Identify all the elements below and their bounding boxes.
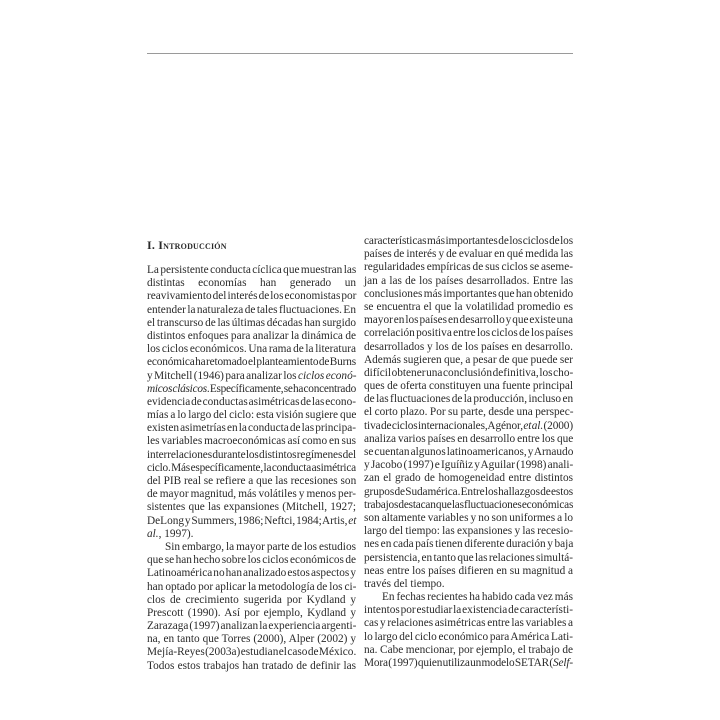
text-segment: na, en tanto que Torres (2000), Alper (2002) y (147, 633, 356, 646)
text-segment: grupos de Sudamérica. Entre los hallazgos de estos (364, 485, 574, 498)
text-segment: regularidades empíricas de sus ciclos se aseme- (364, 261, 573, 274)
text-line (364, 486, 573, 499)
text-line (364, 433, 573, 446)
text-line (147, 541, 356, 554)
text-line (364, 525, 573, 538)
text-line (147, 475, 356, 488)
text-segment: son altamente variables y no son uniformes a lo (364, 511, 573, 524)
text-segment: La persistente conducta cíclica que muestran las (147, 264, 357, 276)
text-segment: ques de oferta constituyen una fuente principal (364, 380, 574, 393)
text-segment: de mayor magnitud, más volátiles y menos per- (147, 488, 356, 501)
text-segment: interrelaciones durante los distintos regímenes del (147, 448, 357, 461)
text-line (147, 435, 356, 448)
text-line (364, 604, 573, 617)
text-segment: los ciclos económicos. Una rama de la literatura (147, 343, 356, 356)
text-line (364, 552, 573, 565)
text-line (147, 607, 356, 620)
text-line (147, 488, 356, 501)
text-line (147, 317, 356, 330)
text-line (364, 261, 573, 274)
header-rule (147, 53, 573, 54)
text-segment: países de interés y de evaluar en qué medida las (364, 248, 573, 261)
text-segment: sistentes que las expansiones (Mitchell, 1927; (147, 501, 356, 514)
text-segment: intentos por estudiar la existencia de característi- (364, 604, 573, 617)
text-segment: nes en cada país tienen diferente duración y baja (364, 538, 574, 551)
text-line (364, 248, 573, 261)
text-line (147, 356, 356, 369)
text-segment: analiza varios países en desarrollo entre los que (364, 432, 574, 445)
text-line (147, 554, 356, 567)
text-segment: que se han hecho sobre los ciclos económicos de (147, 554, 357, 567)
text-line (147, 422, 356, 435)
text-segment: na. Cabe mencionar, por ejemplo, el trabajo de (364, 643, 573, 656)
text-segment: reavivamiento del interés de los economistas por (147, 290, 357, 303)
text-line (147, 462, 356, 475)
text-segment: DeLong y Summers, 1986; Neftci, 1984; Artis, (147, 514, 349, 527)
text-segment: jan a las de los países desarrollados. Entre las (364, 274, 573, 287)
text-line (364, 631, 573, 644)
text-segment: de las fluctuaciones de la producción, incluso en (364, 393, 574, 406)
text-segment: tiva de ciclos internacionales, Agénor, (364, 419, 524, 432)
text-line (364, 472, 573, 485)
text-line (364, 301, 573, 314)
text-line (147, 646, 356, 659)
text-segment: el corto plazo. Por su parte, desde una perspec- (364, 406, 574, 419)
text-segment: desarrollados y los de los países en desarrollo. (364, 340, 573, 353)
section-heading (147, 238, 227, 252)
text-segment: . Específicamente, se ha concentrado (206, 382, 356, 395)
text-line (364, 235, 573, 248)
text-segment: trabajos destacan que las fluctuaciones económicas (364, 498, 574, 511)
text-segment: , 1997). (158, 527, 194, 540)
italic-text: et (348, 514, 357, 527)
text-segment: evidencia de conductas asimétricas de las econo- (147, 395, 356, 408)
text-segment: mías a lo largo del ciclo: esta visión sugiere que (147, 409, 357, 422)
text-segment: Zarazaga (1997) analizan la experiencia argenti- (147, 620, 357, 633)
text-line (364, 354, 573, 367)
text-line (364, 499, 573, 512)
text-segment: cas y relaciones asimétricas entre las variables a (364, 617, 573, 630)
text-segment: Además sugieren que, a pesar de que puede ser (364, 353, 573, 366)
text-line (147, 528, 356, 541)
text-line (364, 538, 573, 551)
section-number: I. (147, 238, 156, 252)
text-segment: lo largo del ciclo económico para América Lati- (364, 630, 573, 643)
text-segment: neas entre los países difieren en su magnitud a (364, 564, 573, 577)
text-segment: existen asimetrías en la conducta de las principa- (147, 422, 356, 435)
text-line (147, 660, 356, 673)
text-segment: han optado por aplicar la metodología de los ci- (147, 580, 357, 593)
text-line (364, 275, 573, 288)
text-line (147, 396, 356, 409)
italic-text: micos clásicos (147, 382, 207, 395)
text-segment: difícil obtener una conclusión definitiva, los cho- (364, 366, 574, 379)
text-line (364, 578, 573, 591)
text-segment: Todos estos trabajos han tratado de definir las (147, 659, 356, 672)
text-line (147, 264, 356, 277)
text-segment: través del tiempo. (364, 577, 445, 590)
text-segment: les variables macroeconómicas así como en sus (147, 435, 356, 448)
text-segment: Sin embargo, la mayor parte de los estudios (165, 540, 356, 553)
text-segment: persistencia, en tanto que las relaciones simultá- (364, 551, 573, 564)
text-segment: Latinoamérica no han analizado estos aspectos y (147, 567, 356, 580)
text-segment: ciclo. Más específicamente, la conducta asimétrica (147, 461, 356, 474)
text-segment: distintas economías han generado un (147, 277, 356, 290)
text-line (364, 512, 573, 525)
text-line (147, 567, 356, 580)
text-segment: y Mitchell (1946) para analizar los (147, 369, 298, 382)
text-segment: mayor en los países en desarrollo y que existe una (364, 314, 573, 327)
text-segment: Mejía-Reyes (2003a) estudian el caso de México. (147, 646, 357, 659)
text-segment: y Jacobo (1997) e Iguíñiz y Aguilar (1998) anali- (364, 459, 574, 472)
italic-text: ciclos econó- (297, 369, 357, 382)
text-line (364, 406, 573, 419)
text-line (147, 409, 356, 422)
text-segment: el transcurso de las últimas décadas han surgido (147, 316, 356, 329)
text-segment: económica ha retomado el planteamiento de Burns (147, 356, 356, 369)
text-line (147, 515, 356, 528)
text-line (364, 446, 573, 459)
text-line (147, 581, 356, 594)
text-line (147, 330, 356, 343)
text-segment: características más importantes de los ciclos de los (364, 235, 573, 247)
text-line (147, 633, 356, 646)
text-segment: clos de crecimiento sugerida por Kydland y (147, 593, 356, 606)
italic-text: et al. (523, 419, 544, 432)
text-line (364, 393, 573, 406)
text-line (147, 594, 356, 607)
text-line (364, 644, 573, 657)
text-segment: zan el grado de homogeneidad entre distintos (364, 472, 573, 485)
text-segment: En fechas recientes ha habido cada vez más (382, 591, 573, 604)
text-line (364, 341, 573, 354)
text-segment: se encuentra el que la volatilidad promedio es (364, 300, 573, 313)
text-segment: del PIB real se refiere a que las recesiones son (147, 475, 357, 487)
text-line (147, 343, 356, 356)
text-line (147, 449, 356, 462)
right-column (364, 235, 573, 670)
text-line (364, 314, 573, 327)
text-segment: Prescott (1990). Así por ejemplo, Kydland y (147, 606, 356, 619)
text-line (364, 459, 573, 472)
text-segment: se cuentan algunos latinoamericanos, y Arnaudo (364, 446, 574, 458)
text-line (364, 288, 573, 301)
text-line (364, 565, 573, 578)
text-line (147, 304, 356, 317)
text-line (364, 367, 573, 380)
text-line (364, 657, 573, 670)
text-segment: largo del tiempo: las expansiones y las recesio- (364, 525, 573, 538)
text-line (147, 383, 356, 396)
text-line (364, 617, 573, 630)
text-line (147, 277, 356, 290)
text-segment: distintos enfoques para analizar la dinámica de (147, 329, 357, 342)
text-line (364, 380, 573, 393)
text-segment: correlación positiva entre los ciclos de los países (364, 327, 573, 340)
text-line (364, 591, 573, 604)
section-title: Introducción (158, 238, 227, 252)
text-line (364, 327, 573, 340)
text-line (147, 501, 356, 514)
left-column (147, 264, 356, 673)
italic-text: Self- (553, 657, 573, 669)
text-segment: entender la naturaleza de tales fluctuaciones. En (147, 303, 356, 316)
text-line (364, 420, 573, 433)
text-segment: conclusiones más importantes que han obtenido (364, 287, 574, 300)
text-line (147, 620, 356, 633)
text-segment: Mora (1997) quien utiliza un modelo SETAR ( (364, 657, 554, 669)
italic-text: al. (147, 527, 159, 540)
text-line (147, 290, 356, 303)
text-line (147, 370, 356, 383)
text-segment: (2000) (543, 419, 573, 432)
